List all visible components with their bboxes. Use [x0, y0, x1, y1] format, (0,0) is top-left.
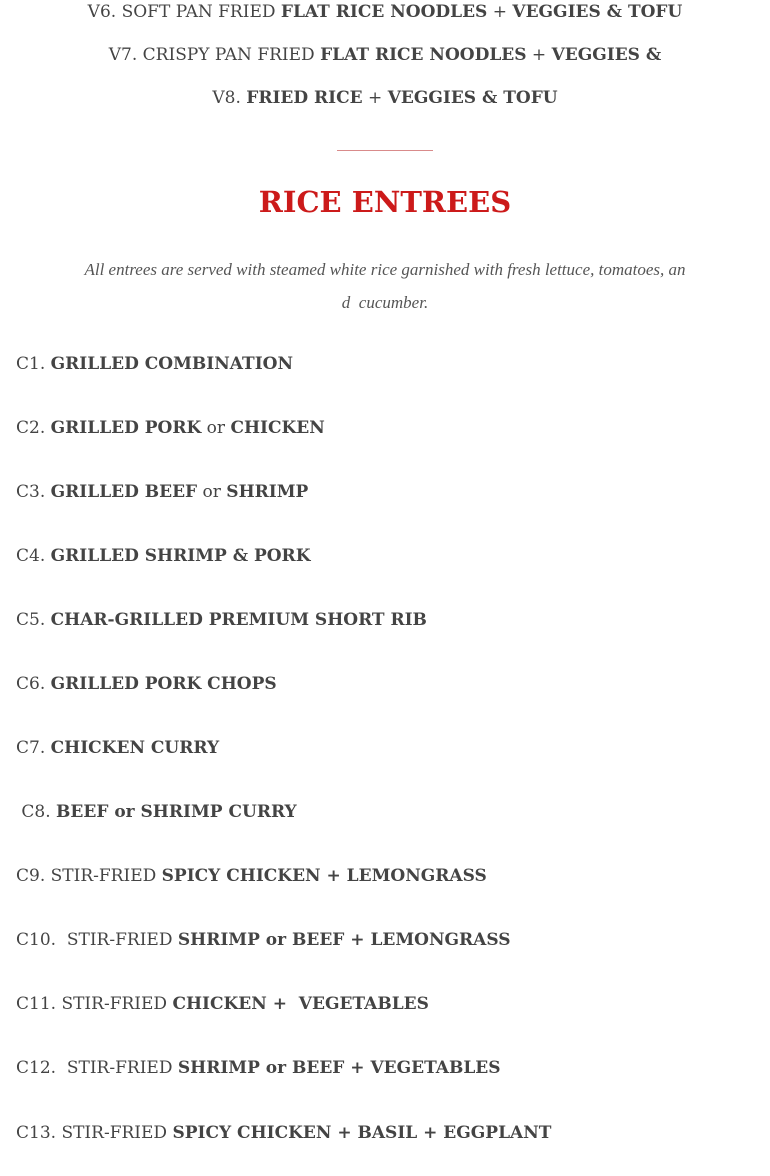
- item-topping: VEGGIES &: [551, 45, 662, 65]
- entree-item: [16, 480, 308, 504]
- entree-item: [16, 992, 429, 1016]
- item-topping: VEGGIES & TOFU: [387, 88, 558, 108]
- entree-text: or: [197, 482, 227, 502]
- entree-name: GRILLED BEEF: [50, 482, 198, 502]
- entree-code: C10.: [16, 930, 57, 950]
- entree-text: or: [201, 418, 231, 438]
- entree-name: GRILLED COMBINATION: [50, 354, 293, 374]
- entree-text: STIR-FRIED: [56, 1123, 173, 1143]
- item-topping: VEGGIES & TOFU: [512, 2, 683, 22]
- entree-code: C1: [16, 354, 40, 374]
- entree-code: C4.: [16, 546, 46, 566]
- entree-item: [16, 864, 487, 888]
- item-prefix: V7. CRISPY PAN FRIED: [108, 45, 321, 65]
- item-plus: +: [526, 45, 552, 65]
- entree-name: CHICKEN + VEGETABLES: [172, 994, 429, 1014]
- entree-name: GRILLED PORK: [50, 418, 202, 438]
- item-plus: +: [362, 88, 388, 108]
- entree-text: STIR-FRIED: [56, 930, 178, 950]
- entree-name: CHICKEN: [230, 418, 325, 438]
- menu-item-v7: [0, 43, 770, 67]
- entree-code: C9.: [16, 866, 46, 886]
- item-prefix: V8.: [212, 88, 247, 108]
- entree-code: C3.: [16, 482, 46, 502]
- item-plus: +: [487, 2, 513, 22]
- section-intro: [14, 253, 756, 319]
- entree-name: GRILLED SHRIMP & PORK: [50, 546, 311, 566]
- item-prefix: V6. SOFT PAN FRIED: [87, 2, 281, 22]
- entree-item: [16, 416, 325, 440]
- entree-code: C7.: [16, 738, 46, 758]
- entree-item: [16, 736, 219, 760]
- entree-code: C12.: [16, 1058, 57, 1078]
- entree-text: STIR-FRIED: [56, 994, 173, 1014]
- entree-item: [16, 1121, 551, 1145]
- entree-name: BEEF or SHRIMP CURRY: [56, 802, 297, 822]
- entree-text: .: [39, 354, 51, 374]
- entree-text: STIR-FRIED: [45, 866, 162, 886]
- entree-code: C6.: [16, 674, 46, 694]
- entree-name: SHRIMP: [226, 482, 309, 502]
- entree-name: SHRIMP or BEEF + LEMONGRASS: [177, 930, 511, 950]
- entree-item: [16, 928, 511, 952]
- item-noodle: FLAT RICE NOODLES: [320, 45, 527, 65]
- entree-code: C13.: [16, 1123, 57, 1143]
- entree-text: STIR-FRIED: [56, 1058, 178, 1078]
- entree-item: [16, 1056, 501, 1080]
- menu-item-v6: [0, 0, 770, 24]
- entree-item: [16, 544, 310, 568]
- intro-line-2: d cucumber.: [341, 293, 429, 312]
- entree-name: CHAR-GRILLED PREMIUM SHORT RIB: [50, 610, 427, 630]
- entree-name: GRILLED PORK CHOPS: [50, 674, 277, 694]
- entree-name: CHICKEN CURRY: [50, 738, 220, 758]
- entree-item: [16, 672, 277, 696]
- item-noodle: FLAT RICE NOODLES: [280, 2, 488, 22]
- intro-line-1: All entrees are served with steamed white rice garnished with fresh lettuce, tomatoes, an: [84, 260, 686, 279]
- entree-code: C11.: [16, 994, 57, 1014]
- section-title: RICE ENTREES: [258, 185, 512, 219]
- entree-code: C8.: [16, 802, 51, 822]
- section-divider: [337, 150, 433, 151]
- entree-name: SHRIMP or BEEF + VEGETABLES: [177, 1058, 501, 1078]
- entree-code: C2.: [16, 418, 46, 438]
- item-noodle: FRIED RICE: [246, 88, 363, 108]
- menu-item-v8: [0, 86, 770, 110]
- entree-item: [16, 800, 297, 824]
- entree-name: SPICY CHICKEN + BASIL + EGGPLANT: [172, 1123, 552, 1143]
- entree-name: SPICY CHICKEN + LEMONGRASS: [161, 866, 487, 886]
- entree-code: C5.: [16, 610, 46, 630]
- entree-item: [16, 352, 293, 376]
- entree-item: [16, 608, 427, 632]
